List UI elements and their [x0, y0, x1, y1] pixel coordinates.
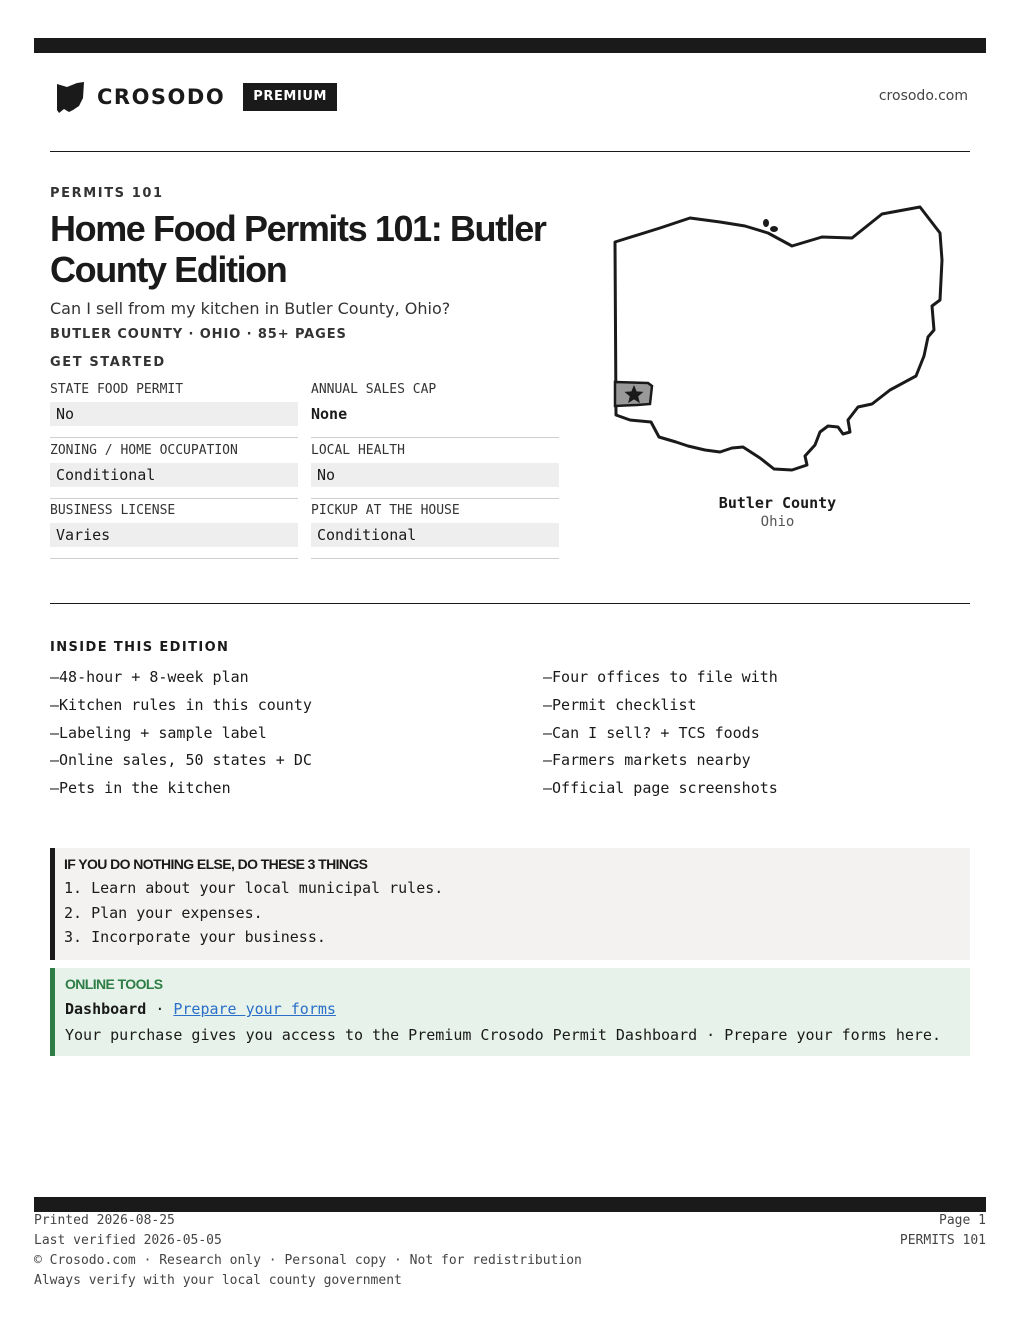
cell-value: Conditional: [50, 463, 298, 487]
premium-badge: PREMIUM: [243, 83, 337, 111]
three-things-callout: [50, 848, 970, 960]
ohio-outline: [615, 207, 942, 470]
cell-value: Conditional: [311, 523, 559, 547]
copyright: © Crosodo.com · Research only · Personal copy · Not for redistribution: [34, 1253, 582, 1268]
list-item: —Can I sell? + TCS foods: [543, 723, 760, 742]
cell-label: PICKUP AT THE HOUSE: [311, 503, 460, 518]
brand-name: CROSODO: [97, 85, 226, 109]
pickup-cell: [311, 502, 559, 559]
list-item: —Online sales, 50 states + DC: [50, 751, 312, 770]
callout-list: [64, 876, 970, 950]
business-license-cell: [50, 502, 298, 559]
list-item: —Labeling + sample label: [50, 723, 267, 742]
ohio-county-map: [606, 200, 946, 480]
map-caption: [606, 494, 949, 530]
zoning-cell: [50, 442, 298, 499]
annual-sales-cap-cell: [311, 381, 559, 438]
state-food-permit-cell: [50, 381, 298, 438]
list-item: —Permit checklist: [543, 695, 697, 714]
list-item: 2. Plan your expenses.: [64, 903, 263, 922]
cell-value: Varies: [50, 523, 298, 547]
verified-date: Last verified 2026-05-05: [34, 1233, 222, 1248]
footer-right: [900, 1211, 986, 1251]
cell-label: STATE FOOD PERMIT: [50, 382, 184, 397]
cell-value: None: [311, 405, 348, 423]
bottom-bar: [34, 1197, 986, 1212]
printed-date: Printed 2026-08-25: [34, 1213, 175, 1228]
local-health-cell: [311, 442, 559, 499]
list-item: —Official page screenshots: [543, 779, 778, 798]
tools-description: Your purchase gives you access to the Premium Crosodo Permit Dashboard · Prepare your forms here.: [65, 1026, 941, 1044]
tools-heading: ONLINE TOOLS: [65, 976, 163, 992]
section-eyebrow: PERMITS 101: [50, 186, 164, 201]
top-bar: [34, 38, 986, 53]
cell-label: ANNUAL SALES CAP: [311, 382, 437, 397]
list-item: 3. Incorporate your business.: [64, 928, 326, 946]
list-item: —48-hour + 8-week plan: [50, 668, 249, 686]
get-started-heading: GET STARTED: [50, 355, 166, 370]
verify-note: Always verify with your local county government: [34, 1273, 402, 1288]
dashboard-label: Dashboard: [65, 1000, 147, 1018]
cell-value: No: [311, 463, 559, 487]
tools-links-line: [65, 996, 970, 1022]
lake-island-icon: [763, 219, 769, 227]
toc-right: [543, 664, 778, 803]
section-divider: [50, 603, 970, 604]
online-tools-box: [50, 968, 970, 1056]
map-state-name: Ohio: [760, 514, 795, 530]
page-number: Page 1: [939, 1213, 986, 1228]
page-subtitle: Can I sell from my kitchen in Butler County, Ohio?: [50, 299, 451, 318]
list-item: —Farmers markets nearby: [543, 751, 751, 770]
site-url[interactable]: crosodo.com: [878, 88, 968, 104]
brand-logo[interactable]: [55, 80, 337, 114]
cell-label: BUSINESS LICENSE: [50, 503, 176, 518]
edition-meta: BUTLER COUNTY · OHIO · 85+ PAGES: [50, 327, 347, 342]
cell-label: LOCAL HEALTH: [311, 443, 405, 458]
list-item: 1. Learn about your local municipal rules.: [64, 879, 444, 897]
cell-label: ZONING / HOME OCCUPATION: [50, 443, 238, 458]
ohio-state-icon: [55, 80, 85, 114]
list-item: —Pets in the kitchen: [50, 779, 231, 798]
header-divider: [50, 151, 970, 152]
list-item: —Four offices to file with: [543, 668, 778, 686]
callout-heading: IF YOU DO NOTHING ELSE, DO THESE 3 THINGS: [64, 856, 368, 872]
map-county-name: Butler County: [718, 494, 837, 512]
lake-island-icon: [770, 226, 778, 232]
prepare-forms-link[interactable]: Prepare your forms: [173, 1000, 336, 1018]
list-item: —Kitchen rules in this county: [50, 695, 312, 714]
inside-heading: INSIDE THIS EDITION: [50, 640, 230, 655]
cell-value: No: [50, 402, 298, 426]
toc-left: [50, 664, 312, 803]
separator: ·: [155, 1000, 165, 1018]
footer-left: [34, 1211, 582, 1291]
page-title: Home Food Permits 101: Butler County Edition: [50, 208, 546, 290]
footer-section: PERMITS 101: [899, 1233, 986, 1248]
